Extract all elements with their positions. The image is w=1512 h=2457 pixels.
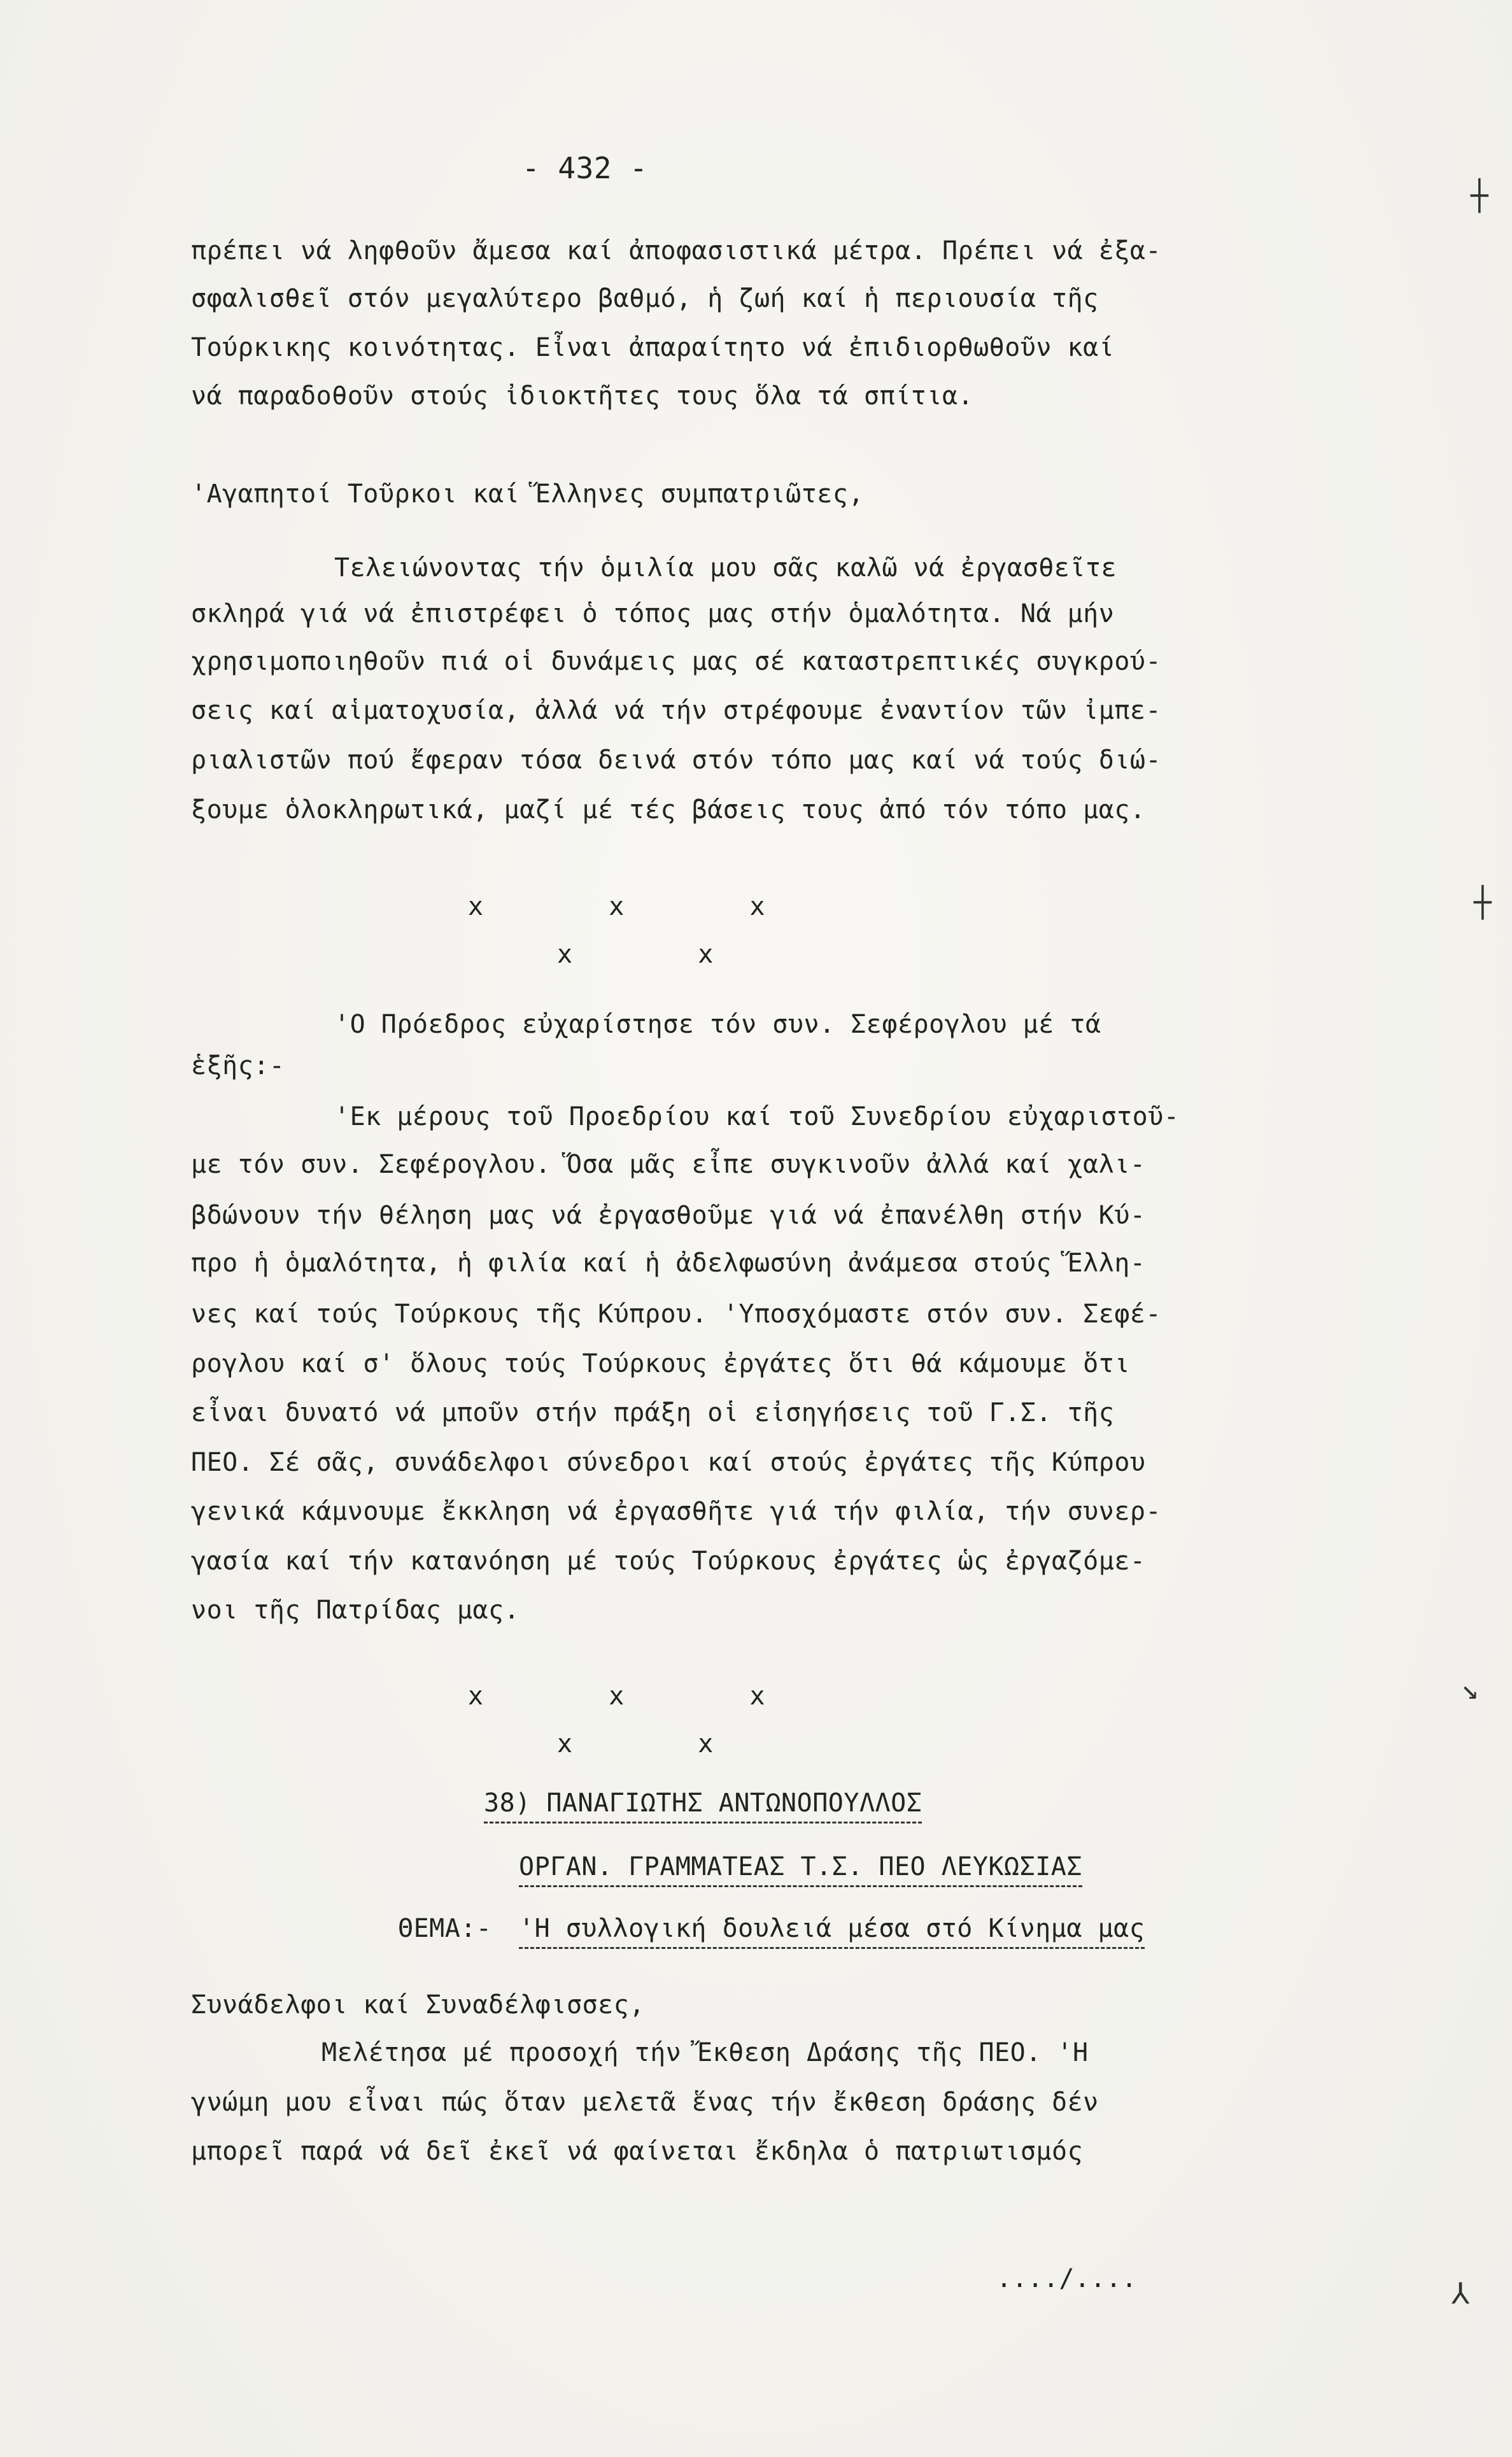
text-line: με τόν συν. Σεφέρογλου. Ὅσα μᾶς εἶπε συγκινοῦν ἀλλά καί χαλι- bbox=[191, 1150, 1146, 1179]
text-line: ἑξῆς:- bbox=[191, 1051, 285, 1080]
text-line: 'Εκ μέρους τοῦ Προεδρίου καί τοῦ Συνεδρίου εὐχαριστοῦ- bbox=[334, 1102, 1180, 1131]
speaker-role-text: ΟΡΓΑΝ. ΓΡΑΜΜΑΤΕΑΣ Τ.Σ. ΠΕΟ ΛΕΥΚΩΣΙΑΣ bbox=[519, 1852, 1082, 1887]
text-line: γνώμη μου εἶναι πώς ὅταν μελετᾶ ἕνας τήν ἔκθεση δράσης δέν bbox=[191, 2088, 1099, 2117]
text-line: χρησιμοποιηθοῦν πιά οἱ δυνάμεις μας σέ καταστρεπτικές συγκρού- bbox=[191, 647, 1162, 676]
speaker-role bbox=[519, 1852, 1082, 1882]
margin-mark: ┼ bbox=[1474, 885, 1492, 919]
text-line: ΠΕΟ. Σέ σᾶς, συνάδελφοι σύνεδροι καί στούς ἐργάτες τῆς Κύπρου bbox=[191, 1448, 1146, 1477]
text-line: σεις καί αἱματοχυσία, ἀλλά νά τήν στρέφουμε ἐναντίον τῶν ἰμπε- bbox=[191, 696, 1162, 725]
page-number: - 432 - bbox=[522, 151, 648, 185]
speaker-name bbox=[484, 1788, 922, 1818]
text-line: βδώνουν τήν θέληση μας νά ἐργασθοῦμε γιά νά ἐπανέλθη στήν Κύ- bbox=[191, 1201, 1146, 1230]
text-line: Τελειώνοντας τήν ὁμιλία μου σᾶς καλῶ νά ἐργασθεῖτε bbox=[334, 553, 1117, 583]
speaker-name-text: 38) ΠΑΝΑΓΙΩΤΗΣ ΑΝΤΩΝΟΠΟΥΛΛΟΣ bbox=[484, 1788, 922, 1823]
text-line: 'Αγαπητοί Τοῦρκοι καί Ἕλληνες συμπατριῶτες, bbox=[191, 479, 865, 509]
text-line: νοι τῆς Πατρίδας μας. bbox=[191, 1596, 520, 1625]
text-line: προ ἡ ὁμαλότητα, ἡ φιλία καί ἡ ἀδελφωσύνη ἀνάμεσα στούς Ἕλλη- bbox=[191, 1249, 1146, 1278]
margin-mark: ┼ bbox=[1471, 178, 1488, 213]
separator-marks: x x x bbox=[468, 892, 766, 921]
theme-title-text: 'Η συλλογική δουλειά μέσα στό Κίνημα μας bbox=[519, 1914, 1145, 1949]
text-line: 'Ο Πρόεδρος εὐχαρίστησε τόν συν. Σεφέρογλου μέ τά bbox=[334, 1010, 1101, 1039]
text-line: γασία καί τήν κατανόηση μέ τούς Τούρκους ἐργάτες ὡς ἐργαζόμε- bbox=[191, 1547, 1146, 1576]
text-line: νες καί τούς Τούρκους τῆς Κύπρου. 'Υποσχόμαστε στόν συν. Σεφέ- bbox=[191, 1299, 1162, 1329]
separator-marks: x x bbox=[557, 940, 714, 969]
separator-marks: x x x bbox=[468, 1682, 766, 1711]
text-line: εἶναι δυνατό νά μποῦν στήν πράξη οἱ εἰσηγήσεις τοῦ Γ.Σ. τῆς bbox=[191, 1398, 1115, 1427]
margin-mark: ⅄ bbox=[1452, 2276, 1470, 2311]
text-line: πρέπει νά ληφθοῦν ἄμεσα καί ἀποφασιστικά μέτρα. Πρέπει νά ἐξα- bbox=[191, 236, 1162, 266]
text-line: Τούρκικης κοινότητας. Εἶναι ἀπαραίτητο νά ἐπιδιορθωθοῦν καί bbox=[191, 333, 1115, 362]
salutation: Συνάδελφοι καί Συναδέλφισσες, bbox=[191, 1990, 645, 2020]
text-line: γενικά κάμνουμε ἔκκληση νά ἐργασθῆτε γιά τήν φιλία, τήν συνερ- bbox=[191, 1497, 1162, 1526]
margin-mark: ↘ bbox=[1461, 1671, 1479, 1706]
continuation-mark: ..../.... bbox=[996, 2264, 1138, 2293]
separator-marks: x x bbox=[557, 1729, 714, 1759]
text-line: σφαλισθεῖ στόν μεγαλύτερο βαθμό, ἡ ζωή καί ἡ περιουσία τῆς bbox=[191, 284, 1099, 313]
theme-label: ΘΕΜΑ:- bbox=[398, 1914, 492, 1943]
text-line: μπορεῖ παρά νά δεῖ ἐκεῖ νά φαίνεται ἔκδηλα ὁ πατριωτισμός bbox=[191, 2137, 1084, 2166]
text-line: ρογλου καί σ' ὅλους τούς Τούρκους ἐργάτες ὅτι θά κάμουμε ὅτι bbox=[191, 1349, 1130, 1378]
text-line: νά παραδοθοῦν στούς ἰδιοκτῆτες τους ὅλα τά σπίτια. bbox=[191, 381, 974, 411]
text-line: ξουμε ὁλοκληρωτικά, μαζί μέ τές βάσεις τους ἀπό τόν τόπο μας. bbox=[191, 795, 1146, 825]
text-line: Μελέτησα μέ προσοχή τήν Ἔκθεση Δράσης τῆς ΠΕΟ. 'Η bbox=[321, 2038, 1089, 2067]
text-line: σκληρά γιά νά ἐπιστρέφει ὁ τόπος μας στήν ὁμαλότητα. Νά μήν bbox=[191, 599, 1115, 628]
text-line: ριαλιστῶν πού ἔφεραν τόσα δεινά στόν τόπο μας καί νά τούς διώ- bbox=[191, 746, 1162, 775]
theme-title bbox=[519, 1913, 1145, 1944]
